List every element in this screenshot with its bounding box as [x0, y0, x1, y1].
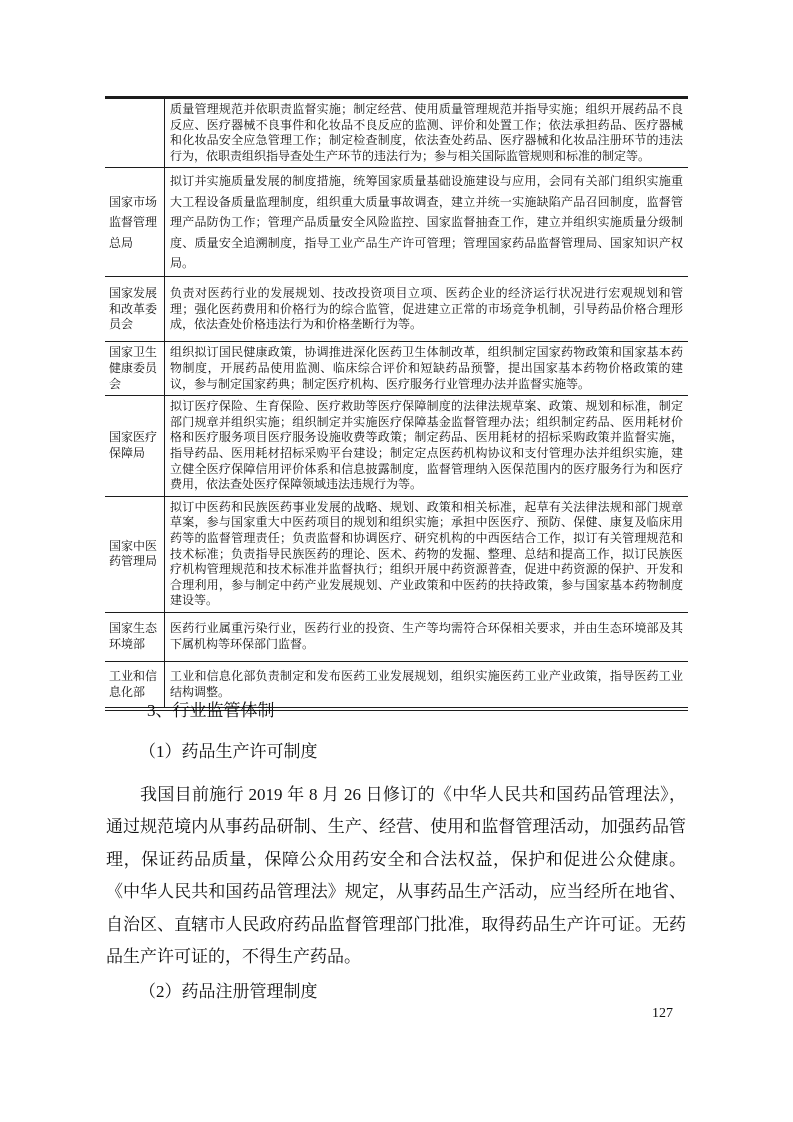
duty-cell: 医药行业属重污染行业，医药行业的投资、生产等均需符合环保相关要求，并由生态环境部及其下属机构等环保部门监督。 [165, 612, 689, 661]
agency-cell: 国家医疗保障局 [105, 396, 165, 497]
table-row [105, 277, 688, 342]
duty-cell: 拟订医疗保险、生育保险、医疗救助等医疗保障制度的法律法规草案、政策、规划和标准，制定部门规章并组织实施；组织制定并实施医疗保障基金监督管理办法；组织制定药品、医用耗材价格和医疗服务项目医疗服务设施收费等政策；制定药品、医用耗材的招标采购政策并监督实施，指导药品、医用耗材招标采购平台建设；制定定点医药机构协议和支付管理办法并组织实施，建立健全医疗保障信用评价体系和信息披露制度，监督管理纳入医保范围内的医疗服务行为和医疗费用，依法查处医疗保障领域违法违规行为等。 [165, 396, 689, 497]
table-row [105, 396, 688, 497]
duty-cell: 工业和信息化部负责制定和发布医药工业发展规划，组织实施医药工业产业政策，指导医药工业结构调整。 [165, 661, 689, 709]
duty-cell: 拟订中医药和民族医药事业发展的战略、规划、政策和相关标准，起草有关法律法规和部门规章草案，参与国家重大中医药项目的规划和组织实施；承担中医医疗、预防、保健、康复及临床用药等的监督管理责任；负责监督和协调医疗、研究机构的中西医结合工作，拟订有关管理规范和技术标准；负责指导民族医药的理论、医术、药物的发掘、整理、总结和提高工作，拟订民族医疗机构管理规范和技术标准并监督执行；组织开展中药资源普查，促进中药资源的保护、开发和合理利用，参与制定中药产业发展规划、产业政策和中医药的扶持政策，参与国家基本药物制度建设等。 [165, 496, 689, 612]
table-row [105, 612, 688, 661]
table-row [105, 496, 688, 612]
sub-heading-drug-registration: （2）药品注册管理制度 [139, 982, 318, 1001]
duty-cell: 质量管理规范并依职责监督实施；制定经营、使用质量管理规范并指导实施；组织开展药品不良反应、医疗器械不良事件和化妆品不良反应的监测、评价和处置工作；依法承担药品、医疗器械和化妆品安全应急管理工作；制定检查制度，依法查处药品、医疗器械和化妆品注册环节的违法行为，依职责组织指导查处生产环节的违法行为；参与相关国际监管规则和标准的制定等。 [165, 98, 689, 168]
paragraph-drug-administration-law: 我国目前施行 2019 年 8 月 26 日修订的《中华人民共和国药品管理法》，通过规范境内从事药品研制、生产、经营、使用和监督管理活动，加强药品管理，保证药品质量，保障公众用药安全和合法权益，保护和促进公众健康。《中华人民共和国药品管理法》规定，从事药品生产活动，应当经所在地省、自治区、直辖市人民政府药品监督管理部门批准，取得药品生产许可证。无药品生产许可证的，不得生产药品。 [106, 785, 686, 967]
regulator-table [105, 96, 688, 711]
agency-cell: 国家卫生健康委员会 [105, 342, 165, 396]
agency-cell: 国家生态环境部 [105, 612, 165, 661]
agency-cell: 工业和信息化部 [105, 661, 165, 709]
page-number: 127 [652, 1006, 673, 1021]
table-row [105, 98, 688, 168]
duty-cell: 组织拟订国民健康政策，协调推进深化医药卫生体制改革，组织制定国家药物政策和国家基本药物制度，开展药品使用监测、临床综合评价和短缺药品预警，提出国家基本药物价格政策的建议，参与制定国家药典；制定医疗机构、医疗服务行业管理办法并监督实施等。 [165, 342, 689, 396]
sub-heading-drug-production-license: （1）药品生产许可制度 [139, 742, 318, 761]
section-heading: 3、行业监管体制 [147, 701, 275, 720]
agency-cell: 国家中医药管理局 [105, 496, 165, 612]
table-row [105, 342, 688, 396]
agency-cell [105, 98, 165, 168]
agency-cell: 国家市场监督管理总局 [105, 168, 165, 277]
agency-cell: 国家发展和改革委员会 [105, 277, 165, 342]
duty-cell: 拟订并实施质量发展的制度措施，统筹国家质量基础设施建设与应用，会同有关部门组织实施重大工程设备质量监理制度，组织重大质量事故调查，建立并统一实施缺陷产品召回制度，监督管理产品防伪工作；管理产品质量安全风险监控、国家监督抽查工作，建立并组织实施质量分级制度、质量安全追溯制度，指导工业产品生产许可管理；管理国家药品监督管理局、国家知识产权局。 [165, 168, 689, 277]
duty-cell: 负责对医药行业的发展规划、技改投资项目立项、医药企业的经济运行状况进行宏观规划和管理；强化医药费用和价格行为的综合监管，促进建立正常的市场竞争机制，引导药品价格合理形成，依法查处价格违法行为和价格垄断行为等。 [165, 277, 689, 342]
table-row [105, 168, 688, 277]
